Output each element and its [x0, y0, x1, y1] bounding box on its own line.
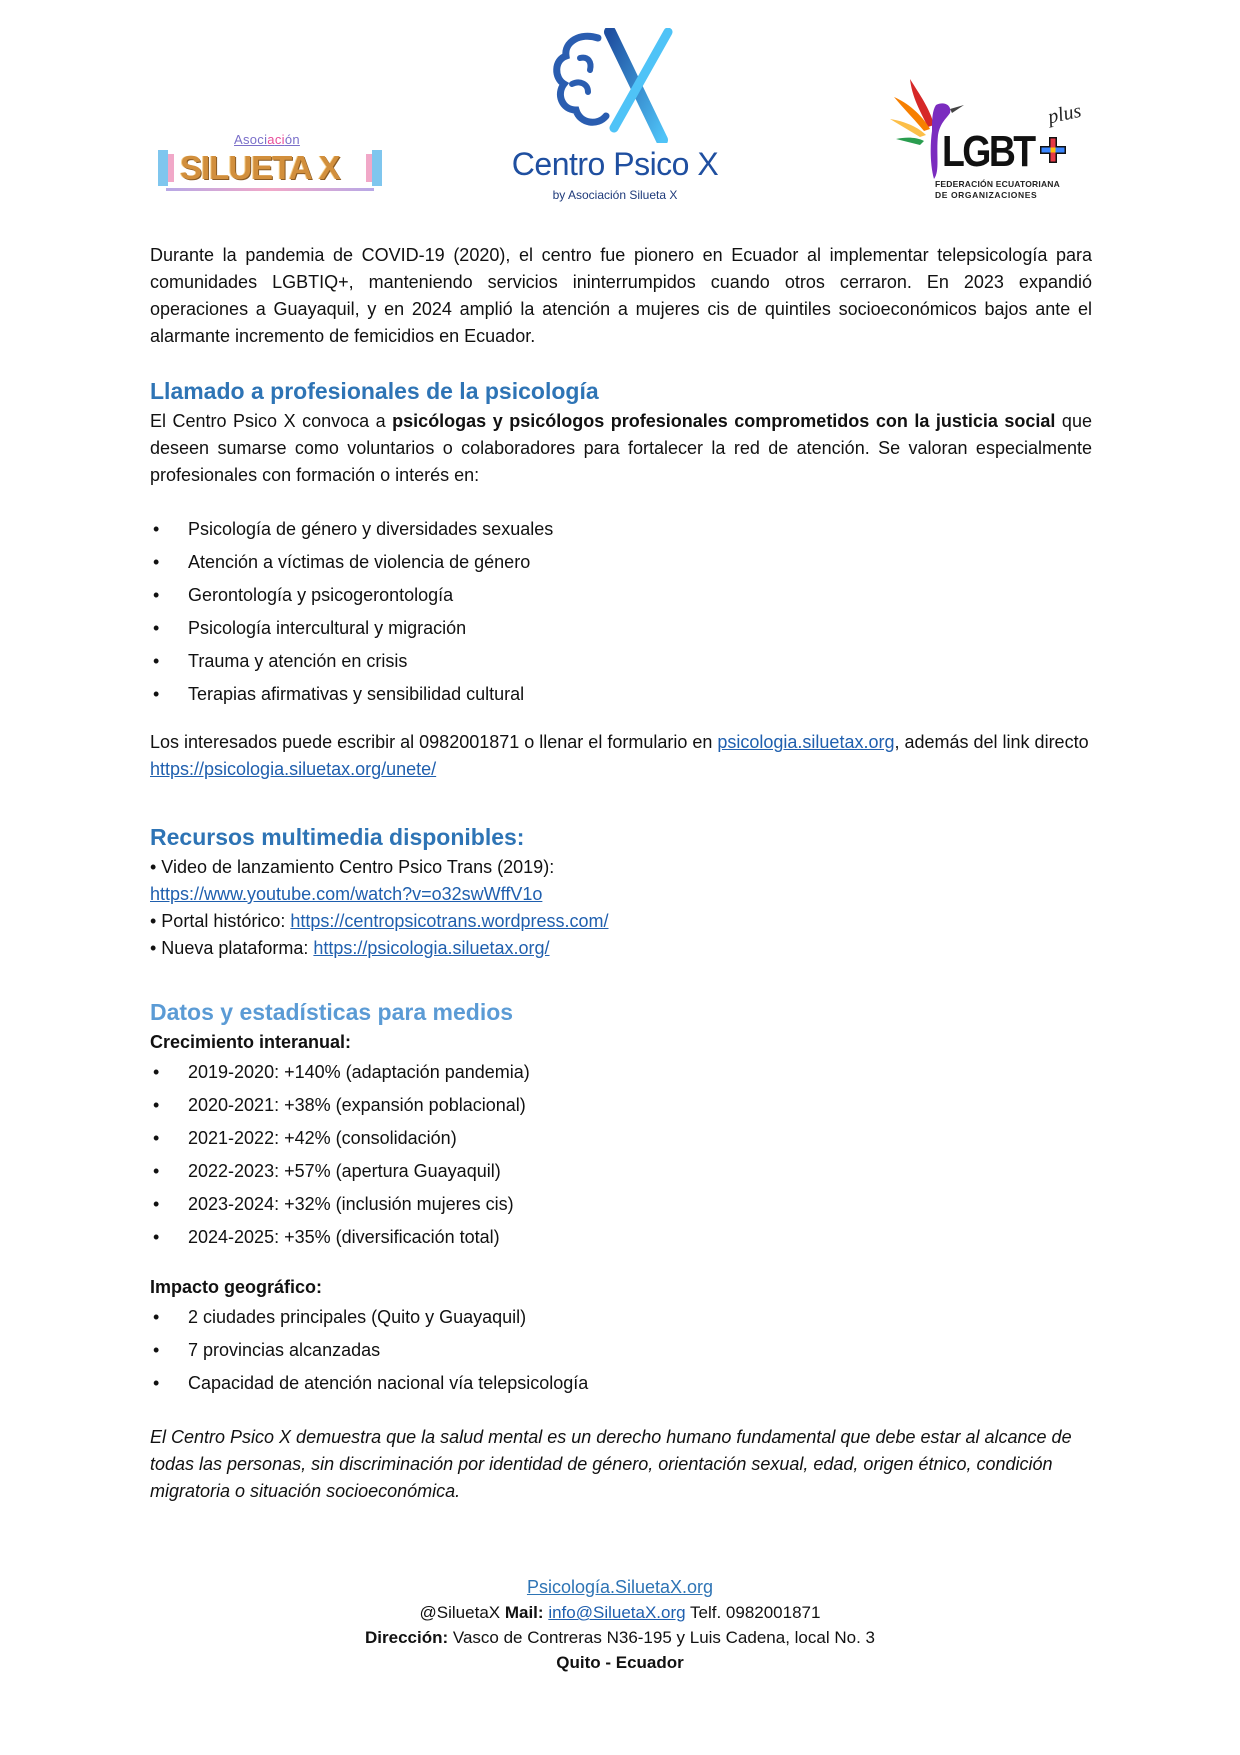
logo-federation-line1: FEDERACIÓN ECUATORIANA [935, 179, 1060, 189]
list-item: • 2019-2020: +140% (adaptación pandemia) [153, 1062, 530, 1082]
geo-list [150, 1301, 1092, 1400]
logo-plus-script: plus [1045, 99, 1084, 129]
call-section [150, 376, 1092, 783]
logo-lgbt-word: LGBT [942, 127, 1034, 176]
video-link[interactable]: https://www.youtube.com/watch?v=o32swWffV1o [150, 884, 543, 904]
portal-link[interactable]: https://centropsicotrans.wordpress.com/ [290, 911, 609, 931]
list-item: • Terapias afirmativas y sensibilidad cultural [153, 684, 525, 704]
list-item: • 2020-2021: +38% (expansión poblacional) [153, 1095, 526, 1115]
logo-title: Centro Psico X [511, 146, 719, 182]
footer-site-link[interactable]: Psicología.SiluetaX.org [526, 1577, 714, 1597]
call-heading: Llamado a profesionales de la psicología [150, 378, 599, 404]
list-item: • 2023-2024: +32% (inclusión mujeres cis) [153, 1194, 514, 1214]
join-link[interactable]: https://psicologia.siluetax.org/unete/ [150, 759, 437, 779]
multimedia-section [150, 822, 1092, 962]
closing-paragraph: El Centro Psico X demuestra que la salud mental es un derecho humano fundamental que debe estar al alcance de todas las personas, sin discriminación por identidad de género, orientación sexual, edad, origen étnico, condición migratoria o situación socioeconómica. [150, 1427, 1072, 1501]
platform-link[interactable]: https://psicologia.siluetax.org/ [313, 938, 550, 958]
intro-paragraph: Durante la pandemia de COVID-19 (2020), el centro fue pionero en Ecuador al implementar telepsicología para comunidades LGBTIQ+, manteniendo servicios ininterrumpidos cuando otros cerraron. En 2023 expandió operaciones a Guayaquil, y en 2024 amplió la atención a mujeres cis de quintiles socioeconómicos bajos ante el alarmante incremento de femicidios en Ecuador. [150, 245, 1092, 346]
call-highlight: psicólogas y psicólogos profesionales comprometidos con la justicia social [392, 411, 1056, 431]
footer-city: Quito - Ecuador [556, 1653, 684, 1672]
list-item: • 2022-2023: +57% (apertura Guayaquil) [153, 1161, 501, 1181]
rainbow-plus-icon [1040, 137, 1066, 163]
call-paragraph: El Centro Psico X convoca a psicólogas y psicólogos profesionales comprometidos con la justicia social que deseen sumarse como voluntarios o colaboradores para fortalecer la red de atención. Se valoran especialmente profesionales con formación o interés en: [150, 411, 1092, 485]
growth-list [150, 1056, 1092, 1254]
brain-x-icon [550, 28, 680, 143]
stats-heading: Datos y estadísticas para medios [150, 999, 514, 1025]
logo-subtitle: by Asociación Silueta X [552, 188, 678, 202]
footer-mail-link[interactable]: info@SiluetaX.org [548, 1603, 686, 1622]
multimedia-heading: Recursos multimedia disponibles: [150, 824, 525, 850]
list-item: • 2 ciudades principales (Quito y Guayaquil) [153, 1307, 527, 1327]
list-item: • Psicología de género y diversidades sexuales [153, 519, 554, 539]
silueta-x-logo [158, 132, 382, 192]
video-label: • Video de lanzamiento Centro Psico Trans (2019): [150, 857, 555, 877]
footer-contact-line: @SiluetaX Mail: info@SiluetaX.org Telf. 0982001871 [419, 1603, 821, 1622]
stats-section [150, 997, 1092, 1400]
footer-address-line: Dirección: Vasco de Contreras N36-195 y Luis Cadena, local No. 3 [365, 1628, 875, 1647]
footer [0, 1575, 1240, 1675]
growth-title: Crecimiento interanual: [150, 1032, 352, 1052]
list-item: • 2024-2025: +35% (diversificación total) [153, 1227, 500, 1247]
intro-section [150, 242, 1092, 350]
list-item: • Gerontología y psicogerontología [153, 585, 454, 605]
logo-banner [158, 150, 382, 190]
specialties-list [150, 513, 1092, 711]
centro-psico-x-logo [490, 28, 740, 208]
geo-title: Impacto geográfico: [150, 1277, 323, 1297]
logo-federation-line2: DE ORGANIZACIONES [935, 190, 1038, 200]
logo-asociacion-text: Asociación [234, 132, 300, 147]
platform-line: • Nueva plataforma: https://psicologia.siluetax.org/ [150, 938, 550, 958]
list-item: • Psicología intercultural y migración [153, 618, 467, 638]
closing-section [150, 1424, 1092, 1505]
form-link[interactable]: psicologia.siluetax.org [717, 732, 895, 752]
lgbt-plus-federation-logo [890, 75, 1100, 205]
video-line [150, 881, 1092, 908]
list-item: • 7 provincias alcanzadas [153, 1340, 381, 1360]
list-item: • Capacidad de atención nacional vía telepsicología [153, 1373, 589, 1393]
logo-wordmark: SILUETA X [180, 149, 340, 186]
portal-line: • Portal histórico: https://centropsicotrans.wordpress.com/ [150, 911, 609, 931]
list-item: • Atención a víctimas de violencia de género [153, 552, 531, 572]
list-item: • Trauma y atención en crisis [153, 651, 408, 671]
list-item: • 2021-2022: +42% (consolidación) [153, 1128, 457, 1148]
footer-site-line [0, 1575, 1240, 1600]
contact-paragraph: Los interesados puede escribir al 0982001871 o llenar el formulario en psicologia.siluetax.org, además del link directo https://psicologia.siluetax.org/unete/ [150, 732, 1089, 779]
